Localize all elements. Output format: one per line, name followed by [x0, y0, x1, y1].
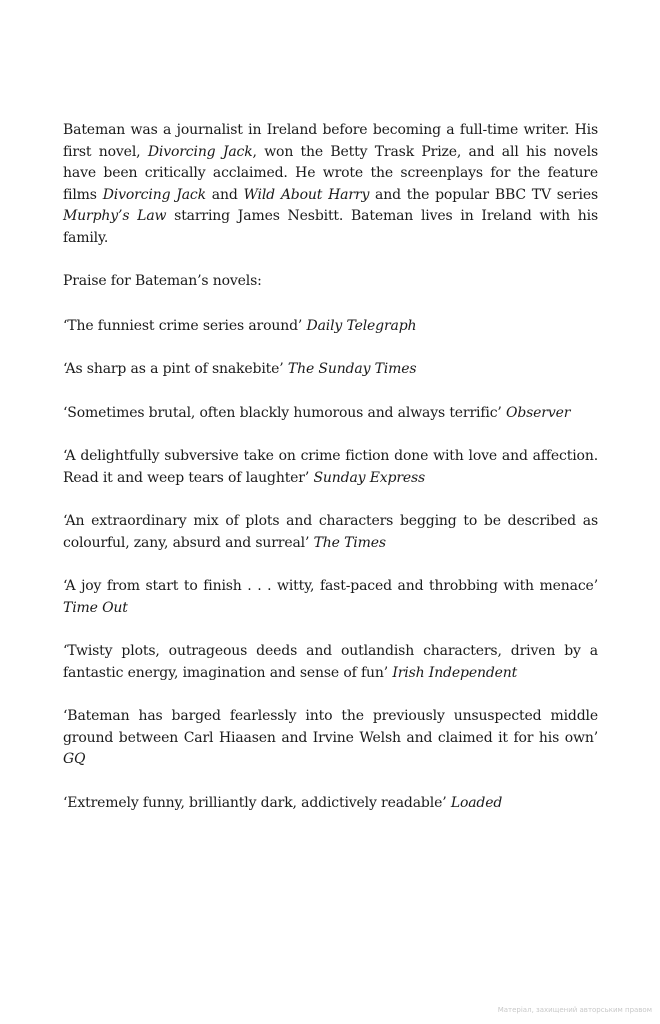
copyright-watermark: Матеріал, захищений авторським правом	[497, 1006, 652, 1014]
review-quote	[63, 316, 598, 338]
bio-text: and	[205, 186, 244, 203]
review-quote	[63, 511, 598, 554]
quote-text: ‘A joy from start to finish . . . witty, fast-paced and throbbing with menace’	[63, 578, 598, 594]
quote-text: ‘Extremely funny, brilliantly dark, addictively readable’	[63, 794, 451, 811]
author-bio	[63, 120, 598, 249]
quote-text: ‘A delightfully subversive take on crime fiction done with love and affection. Read it and weep tears of laughter’	[63, 448, 598, 486]
review-quote	[63, 706, 598, 771]
quote-text: ‘Bateman has barged fearlessly into the previously unsuspected middle ground between Carl Hiaasen and Irvine Welsh and claimed it for his own’	[63, 708, 598, 746]
quote-source: Daily Telegraph	[306, 317, 417, 334]
quote-text: ‘Sometimes brutal, often blackly humorous and always terrific’	[63, 404, 506, 421]
quote-source: The Times	[313, 534, 386, 551]
review-quote	[63, 576, 598, 619]
review-quote	[63, 641, 598, 684]
bio-title-wild-about-harry: Wild About Harry	[243, 186, 370, 203]
review-quote	[63, 793, 598, 815]
quote-source: Observer	[506, 404, 571, 421]
review-quote	[63, 446, 598, 489]
bio-title-murphys-law: Murphy’s Law	[63, 208, 167, 224]
bio-title-divorcing-jack-film: Divorcing Jack	[102, 186, 206, 203]
bio-text: starring James Nesbitt. Bateman lives in Ireland with his family.	[63, 208, 598, 246]
quote-source: The Sunday Times	[287, 361, 417, 377]
bio-text: Bateman was a journalist in Ireland before becoming a full-time writer. His first novel,	[63, 122, 598, 160]
quote-source: Sunday Express	[313, 469, 426, 486]
quote-text: ‘As sharp as a pint of snakebite’	[63, 361, 288, 377]
quote-source: Irish Independent	[392, 664, 518, 681]
bio-title-divorcing-jack: Divorcing Jack	[147, 143, 253, 160]
bio-text: , won the Betty Trask Prize, and all his novels have been critically acclaimed. He wrote the screenplays for the feature films	[63, 143, 598, 203]
review-quote	[63, 359, 598, 381]
review-quote	[63, 403, 598, 425]
praise-heading: Praise for Bateman’s novels:	[63, 273, 262, 289]
quote-source: Time Out	[63, 599, 128, 616]
page-content	[63, 120, 598, 814]
quote-text: ‘An extraordinary mix of plots and characters begging to be described as colourful, zany, absurd and surreal’	[63, 513, 598, 551]
bio-text: and the popular BBC TV series	[369, 186, 598, 203]
quote-source: Loaded	[450, 794, 503, 811]
quote-text: ‘The funniest crime series around’	[63, 317, 307, 334]
quote-source: GQ	[63, 751, 86, 767]
quote-text: ‘Twisty plots, outrageous deeds and outlandish characters, driven by a fantastic energy, imagination and sense of fun’	[63, 643, 598, 681]
